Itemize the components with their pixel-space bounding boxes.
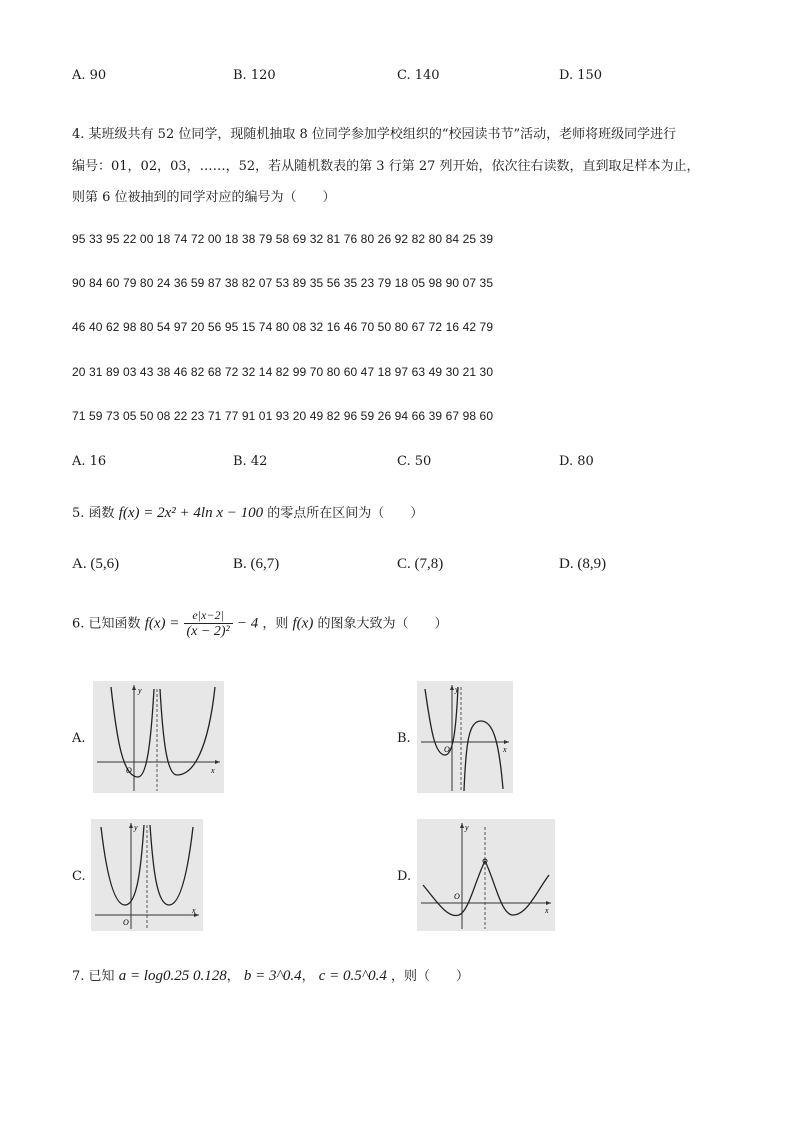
graph-c[interactable] — [91, 819, 203, 931]
q6-numerator: e|x−2| — [184, 608, 233, 624]
q4-option-b: B. 42 — [233, 454, 268, 469]
graph-c-x-label: x — [192, 906, 196, 915]
q4-stem-line2: 编号：01，02，03，……，52，若从随机数表的第 3 行第 27 列开始，依次往右读数，直到取足样本为止， — [72, 159, 700, 174]
q5-option-c: C. (7,8) — [397, 556, 444, 572]
random-table-row-1: 95 33 95 22 00 18 74 72 00 18 38 79 58 69 32 81 76 80 26 92 82 80 84 25 39 — [72, 232, 494, 246]
q5-function: f(x) = 2x² + 4ln x − 100 — [118, 505, 264, 521]
graph-d-origin: O — [454, 892, 460, 901]
graph-a-y-label: y — [138, 686, 142, 695]
q6-fraction — [184, 608, 233, 640]
random-table-row-2: 90 84 60 79 80 24 36 59 87 38 82 07 53 89 35 56 35 23 79 18 05 98 90 07 35 — [72, 276, 494, 290]
q6-stem — [72, 608, 448, 640]
graph-c-y-label: y — [134, 823, 138, 832]
q5-option-a: A. (5,6) — [72, 556, 120, 572]
q5-option-d: D. (8,9) — [559, 556, 607, 572]
graph-b-origin: O — [444, 745, 450, 754]
q3-option-b: B. 120 — [233, 68, 276, 83]
q7-c-expression: c = 0.5^0.4 — [318, 968, 387, 984]
q3-option-d: D. 150 — [559, 68, 603, 83]
q4-stem-line3: 则第 6 位被抽到的同学对应的编号为（ ） — [72, 190, 336, 205]
q3-option-a: A. 90 — [72, 68, 107, 83]
q5-suffix: 的零点所在区间为（ ） — [267, 506, 424, 521]
graph-a-label: A. — [72, 731, 86, 746]
graph-a-x-label: x — [211, 766, 215, 775]
q7-stem: 7. 已知 a = log0.25 0.128， b = 3^0.4， c = 0.5^0.4 ，则（ ） — [72, 968, 469, 984]
q7-suffix: ，则（ ） — [390, 969, 469, 984]
q5-option-b: B. (6,7) — [233, 556, 280, 572]
q3-option-c: C. 140 — [397, 68, 440, 83]
q6-suffix: 的图象大致为（ ） — [317, 616, 448, 632]
graph-b[interactable] — [417, 681, 513, 793]
q6-function-rhs: − 4 — [236, 615, 259, 632]
q5-prefix: 5. 函数 — [72, 506, 115, 521]
graph-d-label: D. — [397, 869, 412, 884]
graph-d-x-label: x — [545, 906, 549, 915]
graph-b-label: B. — [397, 731, 411, 746]
random-table-row-5: 71 59 73 05 50 08 22 23 71 77 91 01 93 20 49 82 96 59 26 94 66 39 67 98 60 — [72, 409, 494, 423]
q7-b-expression: b = 3^0.4 — [243, 968, 302, 984]
q5-stem — [72, 502, 423, 522]
graph-d[interactable] — [417, 819, 555, 931]
q6-mid: ，则 — [262, 616, 289, 632]
q7-a-expression: a = log0.25 0.128 — [118, 968, 227, 984]
graph-b-y-label: y — [455, 685, 459, 694]
graph-a[interactable] — [93, 681, 224, 793]
q6-prefix: 6. 已知函数 — [72, 616, 141, 632]
q4-stem-line1: 4. 某班级共有 52 位同学，现随机抽取 8 位同学参加学校组织的“校园读书节”活动，老师将班级同学进行 — [72, 127, 677, 142]
random-table-row-3: 46 40 62 98 80 54 97 20 56 95 15 74 80 08 32 16 46 70 50 80 67 72 16 42 79 — [72, 320, 494, 334]
graph-d-y-label: y — [465, 823, 469, 832]
q6-denominator: (x − 2)² — [186, 624, 230, 639]
q6-function-lhs: f(x) = — [144, 615, 180, 632]
random-table-row-4: 20 31 89 03 43 38 46 82 68 72 32 14 82 99 70 80 60 47 18 97 63 49 30 21 30 — [72, 365, 494, 379]
q4-option-d: D. 80 — [559, 454, 594, 469]
q4-option-c: C. 50 — [397, 454, 432, 469]
graph-c-label: C. — [72, 869, 86, 884]
q4-option-a: A. 16 — [72, 454, 107, 469]
q6-function2: f(x) — [292, 615, 314, 632]
q7-prefix: 7. 已知 — [72, 969, 115, 984]
graph-b-x-label: x — [503, 745, 507, 754]
graph-c-origin: O — [123, 918, 129, 927]
graph-a-origin: O — [126, 766, 132, 775]
